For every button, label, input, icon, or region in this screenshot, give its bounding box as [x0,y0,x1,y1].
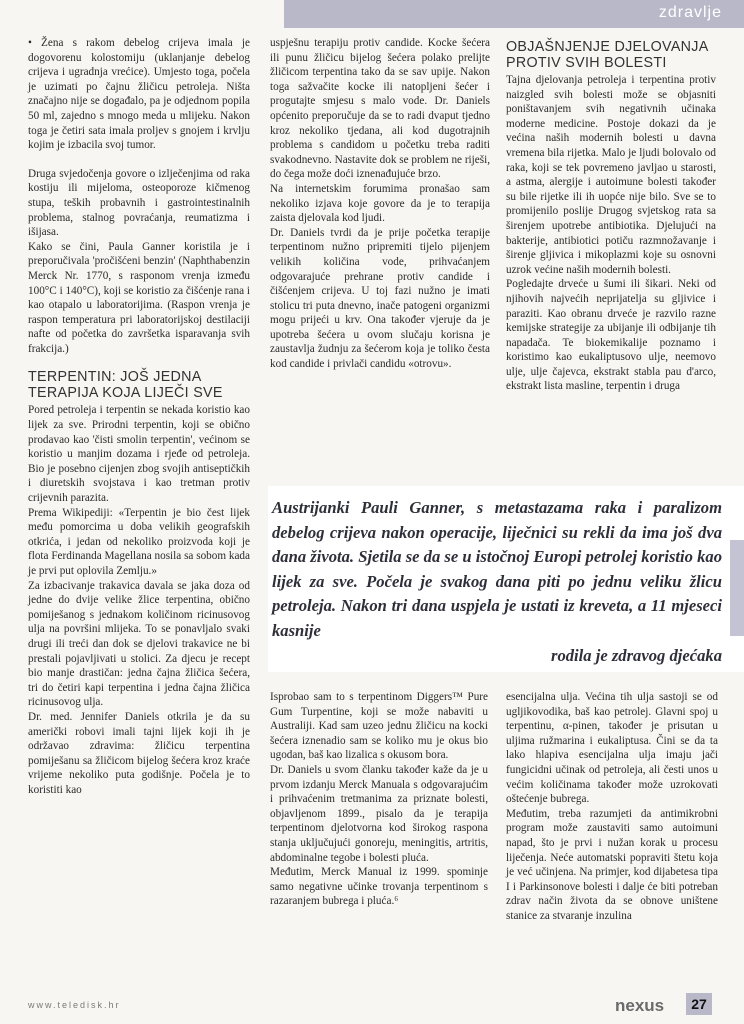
section-heading: OBJAŠNJENJE DJELOVANJA PROTIV SVIH BOLESTI [506,39,708,71]
paragraph: esencijalna ulja. Većina tih ulja sastoji se od ugljikovodika, baš kao petrolej. Glavni spoj u terpentinu, α-pinen, također je prisutan u uljima ružmarina i eukaliptusa. Čini se da ta lako hlapiva esencijalna ulja imaju jači fungicidni učinak od petroleja, ali česti unos u većim količinama također može uzrokovati oštećenje bubrega. [506,691,718,806]
pull-quote-accent-bar [730,540,744,636]
paragraph: Pogledajte drveće u šumi ili šikari. Neki od njihovih najvećih neprijatelja su gljivice i paraziti. Kao obranu drveće je razvilo razne kemijske strategije za ubijanje ili odbijanje tih napadača. Te biokemikalije poznamo i koristimo kao eukaliptusovo ulje, neemovo ulje, ulje čajevca, ekstrakt stabla pau d'arco, ekstrakt lista masline, terpentin i druga [506,278,716,393]
paragraph: uspješnu terapiju protiv candide. Kocke šećera ili punu žličicu bijelog šećera polako prelijte žličicom terpentina tako da se sav upije. Nakon toga sažvačite kocke ili natopljeni šećer i progutajte smjesu s malo vode. Dr. Daniels općenito preporučuje da se to radi dvaput tjedno kroz nekoliko tjedana, ali kod dugotrajnih problema s candidom u početku treba raditi svakodnevno. Nastavite dok se problem ne riješi, do čega može doći iznenađujuće brzo. [270,37,490,181]
paragraph: Dr. Daniels u svom članku također kaže da je u prvom izdanju Merck Manuala s odgovarajućim i prihvaćenim tretmanima za priznate bolesti, objavljenom 1899., pisalo da je terapija terpentinom djelotvorna kod širokog raspona stanja uključujući gonoreju, meningitis, artritis, abdominalne tegobe i bolesti pluća. [270,763,488,864]
page-number: 27 [686,993,712,1015]
footer-brand-logo: nexus [615,996,665,1015]
paragraph: Dr. med. Jennifer Daniels otkrila je da su američki robovi imali tajni lijek koji ih je održavao zdravima: žličicu terpentina pomiješanu sa žličicom bijelog šećera kroz kraće vrijeme nekoliko puta godišnje. Počela je to koristiti kao [28,710,250,796]
paragraph: Dr. Daniels tvrdi da je prije početka terapije terpentinom nužno pripremiti tijelo pijenjem velikih količina vode, prihvaćanjem odgovarajuće prehrane protiv candide i čišćenjem crijeva. U toj fazi nužno je imati stolicu tri puta dnevno, inače patogeni organizmi mogu prijeći u krv. Ona također vjeruje da je upotreba šećera u ovom slučaju korisna je zaustavlja žudnju za šećerom koja je toliko česta kod candide i privlači candidu «otrovu». [270,226,490,371]
footer-url: www.teledisk.hr [28,1000,121,1010]
paragraph: Pored petroleja i terpentin se nekada koristio kao lijek za sve. Prirodni terpentin, koji se obično prodavao kao 'čisti smolin terpentin', većinom se koristio u manjim dozama i rjeđe od petroleja. Bio je posebno cijenjen zbog svojih antiseptičkih i diuretskih svojstava i kao tretman protiv crijevnih parazita. [28,404,250,505]
column-2 [270,36,490,372]
paragraph: Prema Wikipediji: «Terpentin je bio čest lijek među pomorcima u doba velikih geografskih otkrića, i jedan od nekoliko proizvoda koji je flota Ferdinanda Magellana nosila sa sobom kada je prvi put oplovila Zemlju.» [28,506,250,577]
section-heading: TERPENTIN: JOŠ JEDNA TERAPIJA KOJA LIJEČI SVE [28,369,223,401]
paragraph: • Žena s rakom debelog crijeva imala je dogovorenu kolostomiju (uklanjanje debelog crijeva i ugradnja vrećice). Umjesto toga, počela je uzimati po čajnu žličicu petroleja. Ništa značajno nije se događalo, pa je odjednom popila 50 ml, zajedno s mnogo meda u mlijeku. Nakon toga je četiri sata imala proljev s gnojem i krvlju kojim je izbacila svoj tumor. [28,37,250,152]
paragraph: Međutim, Merck Manual iz 1999. spominje samo negativne učinke trovanja terpentinom s razaranjem bubrega i pluća.⁶ [270,866,488,908]
pull-quote-text: Austrijanki Pauli Ganner, s metastazama raka i paralizom debelog crijeva nakon operacije, liječnici su rekli da ima još dva dana života. Sjetila se da se u istočnoj Europi petrolej koristio kao lijek za sve. Počela je svakog dana piti po jednu veliku žlicu petroleja. Nakon tri dana uspjela je ustati iz kreveta, a 11 mjeseci kasnije [272,498,722,640]
paragraph: Druga svjedočenja govore o izlječenjima od raka kostiju ili mijeloma, osteoporoze kičmenog stupa, teških probavnih i gastrointestinalnih problema, stalnog povraćanja, reumatizma i išijasa. [28,167,250,239]
paragraph: Međutim, treba razumjeti da antimikrobni program može zaustaviti samo autoimuni napad, što je prvi i nužan korak u procesu liječenja. Neće automatski popraviti štetu koja je već učinjena. Na primjer, kod dijabetesa tipa I i Parkinsonove bolesti i dalje će biti potreban zdrav način života da se obnove uništene stanice za stvaranje inzulina [506,807,718,922]
pull-quote [272,496,722,668]
paragraph: Na internetskim forumima pronašao sam nekoliko izjava koje govore da je to terapija zaista djelovala kod ljudi. [270,182,490,225]
column-5 [506,690,718,924]
paragraph: Za izbacivanje trakavica davala se jaka doza od jedne do dvije velike žlice terpentina, obično pomiješanog s jednakom količinom ricinusovog ulja na površini mlijeka. To se ponavljalo svaki drugi ili treći dan dok se djelovi trakavice ne bi prestali pojavljivati u stolici. Za djecu je recept bio manje drastičan: jedna čajna žličica šećera, tri do četiri kapi terpentina i jedna čajna žličica ricinusovog ulja. [28,579,250,709]
paragraph: Kako se čini, Paula Ganner koristila je i preporučivala 'pročišćeni benzin' (Naphthabenzin Merck Nr. 1770, s rasponom vrenja između 100°C i 140°C), koji se koristio za čišćenje rana i kao otapalo u laboratorijima. (Raspon vrenja je raspon temperatura pri laboratorijskoj destilaciji nafte od početka do završetka isparavanja svih frakcija.) [28,240,250,355]
column-4 [270,690,488,909]
section-tag: zdravlje [658,4,722,21]
section-tag-bar [284,0,744,28]
column-1 [28,36,250,798]
column-3 [506,40,716,394]
paragraph: Tajna djelovanja petroleja i terpentina protiv naizgled svih bolesti može se objasniti poništavanjem svih negativnih učinaka moderne medicine. Postoje dokazi da je većina naših modernih bolesti u davna vremena bila rijetka. Malo je ljudi bolovalo od raka, koji se tek povremeno javljao u starosti, a astma, alergije i autoimune bolesti također su bile rijetke ili ih uopće nije bilo. Sve se to promijenilo poslije Drugog svjetskog rata sa širenjem upotrebe antibiotika. Djelujući na bakterije, antibiotici potiču razmnožavanje i širenje gljivica i mikoplazmi koje su osnovni uzrok većine naših modernih bolesti. [506,74,716,276]
pull-quote-tail: rodila je zdravog djećaka [551,645,722,665]
paragraph: Isprobao sam to s terpentinom Diggers™ Pure Gum Turpentine, koji se može nabaviti u Australiji. Kad sam uzeo jednu žličicu na kocki šećera iznenadio sam se koliko mu je okus bio ugodan, baš kao lizalica s okusom bora. [270,691,488,762]
